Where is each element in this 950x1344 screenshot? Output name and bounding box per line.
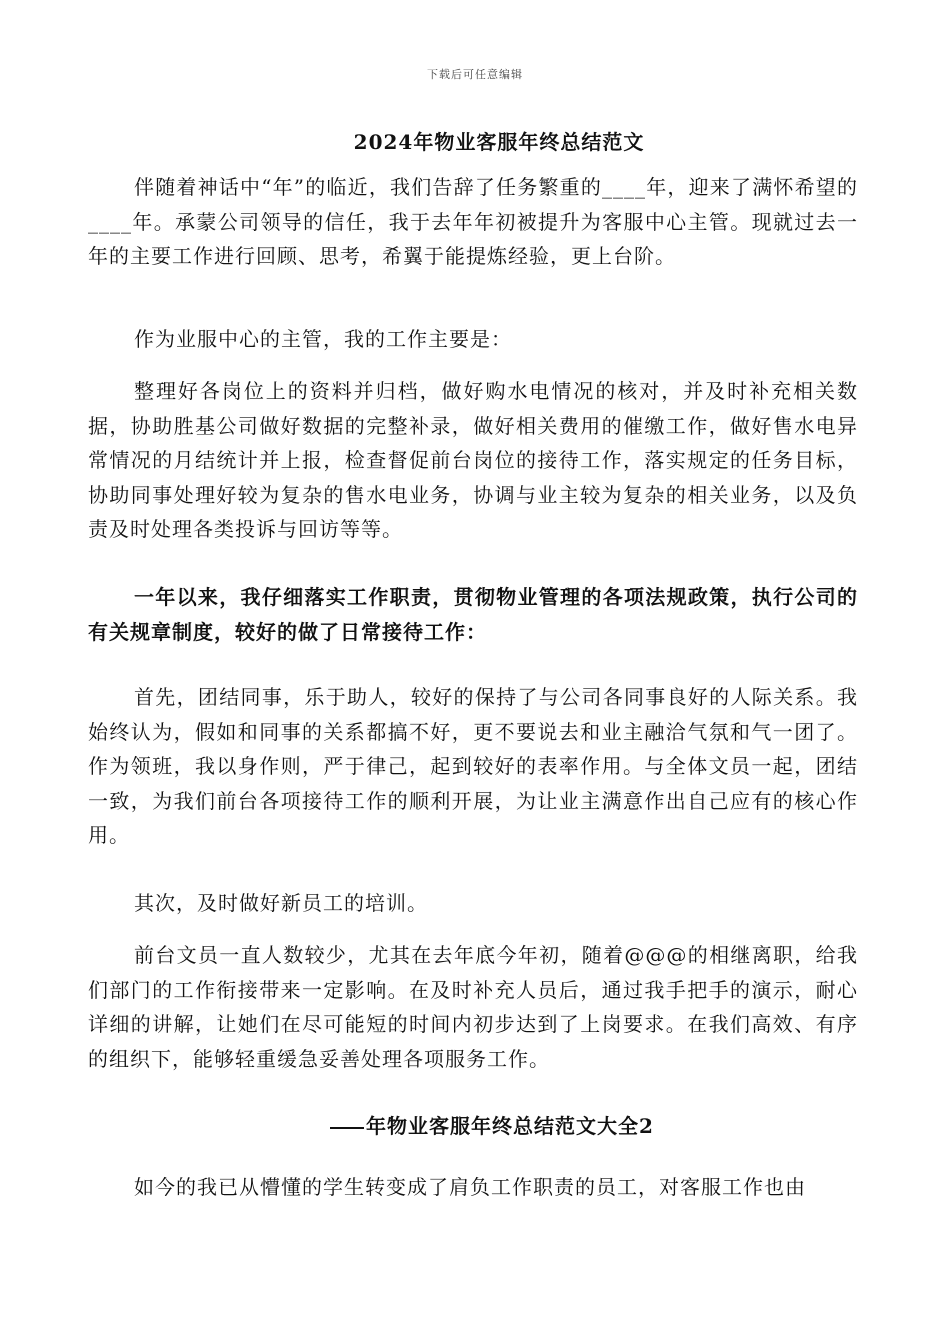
header-note: 下载后可任意编辑	[427, 68, 523, 81]
section-subtitle-text: 年物业客服年终总结范文大全2	[366, 1114, 654, 1138]
paragraph-training: 前台文员一直人数较少，尤其在去年底今年初，随着@@@的相继离职，给我们部门的工作衔接带来一定影响。在及时补充人员后，通过我手把手的演示，耐心详细的讲解，让她们在尽可能短的时间内初步达到了上岗要求。在我们高效、有序的组织下，能够轻重缓急妥善处理各项服务工作。	[88, 943, 858, 1071]
section-subtitle	[330, 1110, 654, 1139]
paragraph-duties-intro: 作为业服中心的主管，我的工作主要是：	[134, 327, 512, 351]
paragraph-first: 首先，团结同事，乐于助人，较好的保持了与公司各同事良好的人际关系。我始终认为，假如和同事的关系都搞不好，更不要说去和业主融洽气氛和气一团了。作为领班，我以身作则，严于律己，起到较好的表率作用。与全体文员一起，团结一致，为我们前台各项接待工作的顺利开展，为让业主满意作出自己应有的核心作用。	[88, 685, 858, 847]
paragraph-duties: 整理好各岗位上的资料并归档，做好购水电情况的核对，并及时补充相关数据，协助胜基公司做好数据的完整补录，做好相关费用的催缴工作，做好售水电异常情况的月结统计并上报，检查督促前台岗位的接待工作，落实规定的任务目标，协助同事处理好较为复杂的售水电业务，协调与业主较为复杂的相关业务，以及负责及时处理各类投诉与回访等等。	[88, 379, 858, 541]
paragraph-second-heading: 其次，及时做好新员工的培训。	[134, 891, 428, 915]
paragraph-closing: 如今的我已从懵懂的学生转变成了肩负工作职责的员工，对客服工作也由	[134, 1175, 806, 1199]
paragraph-summary-bold: 一年以来，我仔细落实工作职责，贯彻物业管理的各项法规政策，执行公司的有关规章制度，较好的做了日常接待工作：	[88, 585, 858, 644]
blank-underline	[330, 1127, 364, 1129]
paragraph-intro: 伴随着神话中“年”的临近，我们告辞了任务繁重的____年，迎来了满怀希望的____年。承蒙公司领导的信任，我于去年年初被提升为客服中心主管。现就过去一年的主要工作进行回顾、思考，希翼于能提炼经验，更上台阶。	[88, 175, 858, 268]
document-title: 2024年物业客服年终总结范文	[353, 130, 645, 154]
